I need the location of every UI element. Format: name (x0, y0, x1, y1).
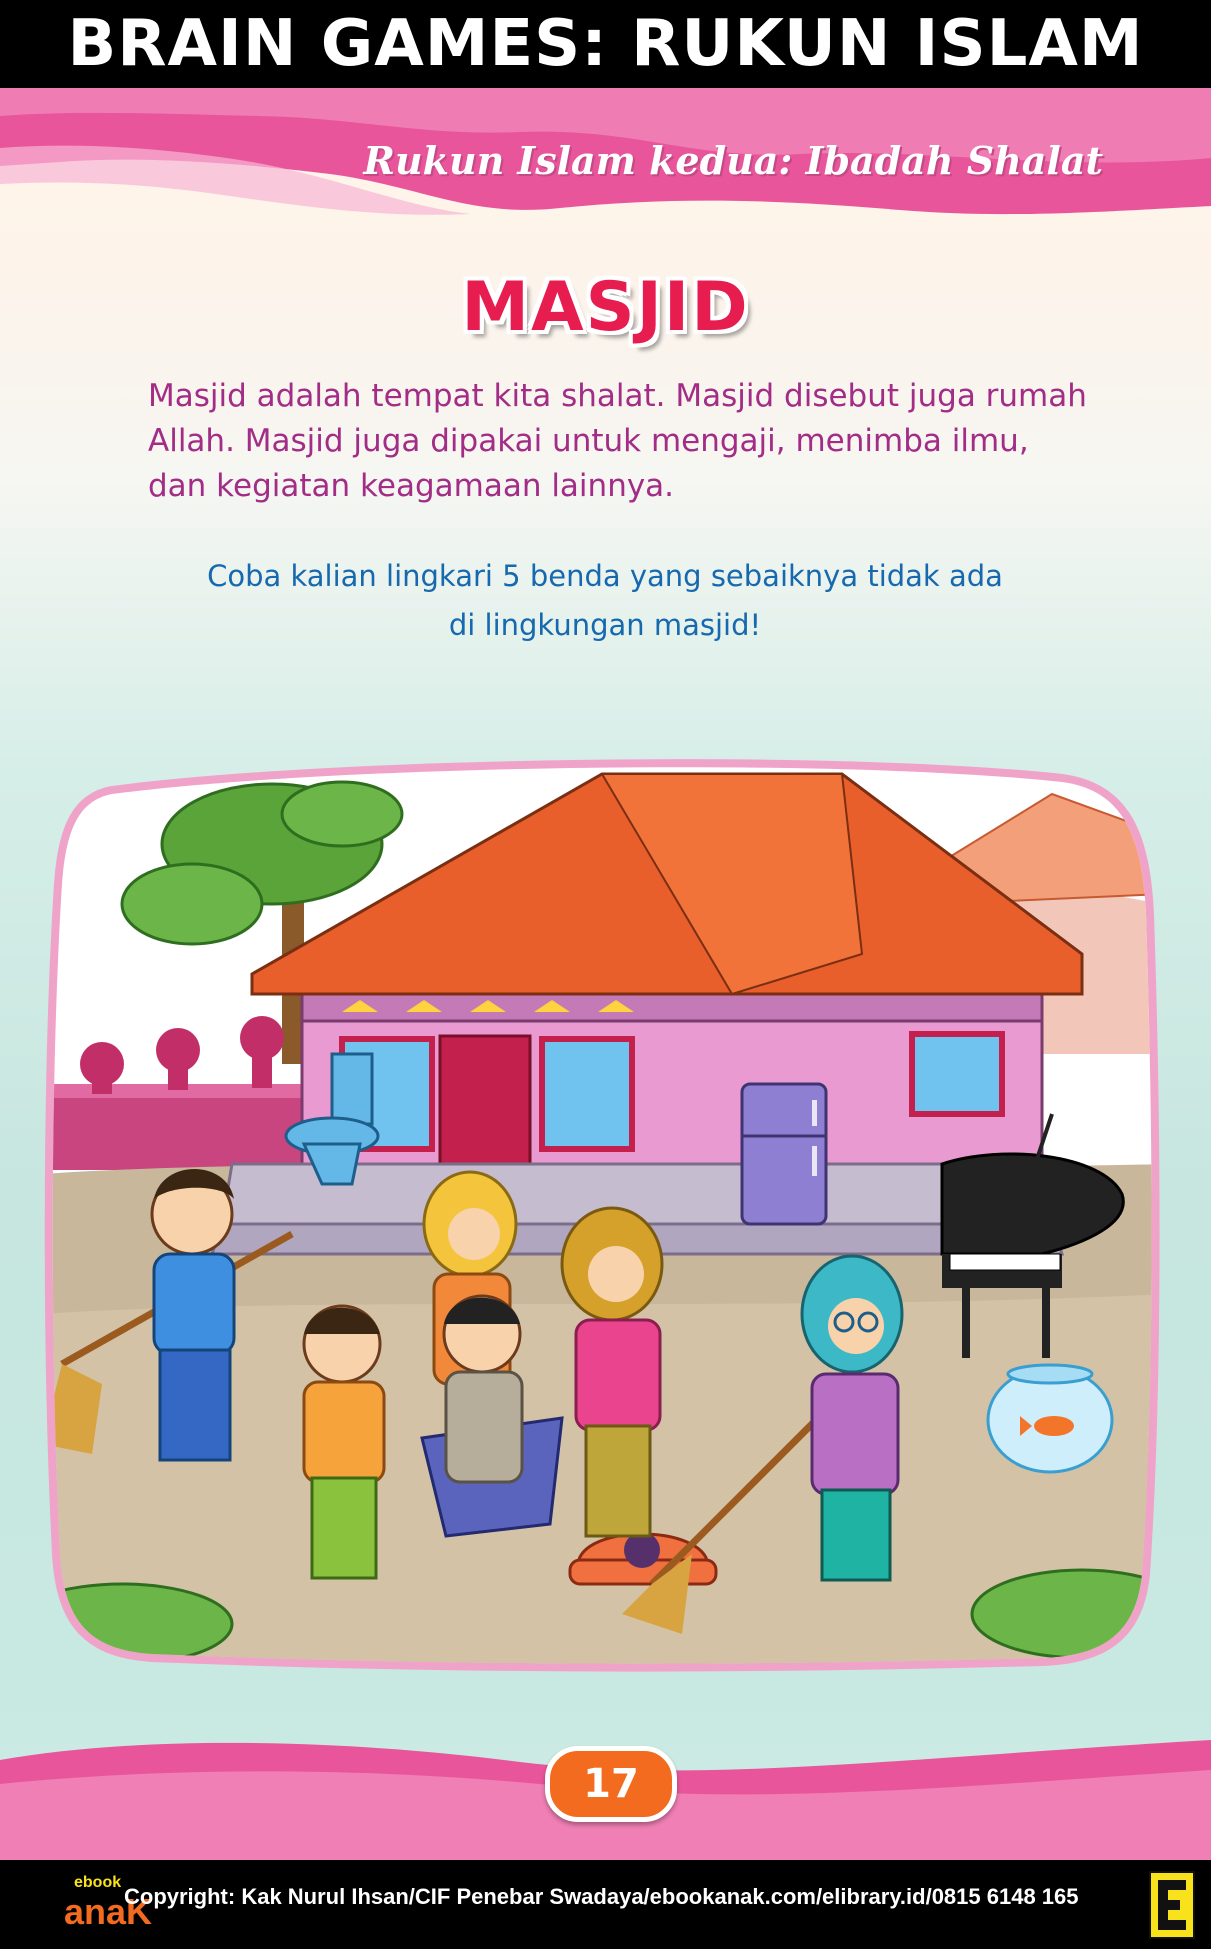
instruction-line-1: Coba kalian lingkari 5 benda yang sebaiknya tidak ada (207, 559, 1003, 593)
intro-paragraph: Masjid adalah tempat kita shalat. Masjid disebut juga rumah Allah. Masjid juga dipakai untuk mengaji, menimba ilmu, dan kegiatan keagamaan lainnya. (148, 378, 1087, 504)
refrigerator (742, 1084, 826, 1224)
footer-bar (0, 1860, 1211, 1949)
fishbowl (988, 1365, 1112, 1472)
instruction-line-2: di lingkungan masjid! (448, 608, 762, 642)
ebookanak-logo (32, 1868, 153, 1938)
child-boy-left (152, 1169, 234, 1460)
child-boy-orange (304, 1306, 384, 1578)
instruction-text (160, 552, 1050, 650)
logo-top-text: ebook (74, 1874, 122, 1891)
page-title: BRAIN GAMES: RUKUN ISLAM (67, 7, 1144, 81)
logo-bottom-text: anaK (64, 1891, 153, 1932)
mosque-scene-illustration (42, 754, 1168, 1672)
elibrary-e-icon (1148, 1870, 1196, 1940)
copyright-text: Copyright: Kak Nurul Ihsan/CIF Penebar Swadaya/ebookanak.com/elibrary.id/0815 6148 165 (124, 1884, 1079, 1909)
title-bar (0, 0, 1211, 88)
section-title: MASJID (461, 268, 750, 347)
child-boy-center (444, 1296, 522, 1482)
page-subtitle: Rukun Islam kedua: Ibadah Shalat (363, 138, 1103, 183)
page-number-badge: 17 (545, 1746, 677, 1822)
